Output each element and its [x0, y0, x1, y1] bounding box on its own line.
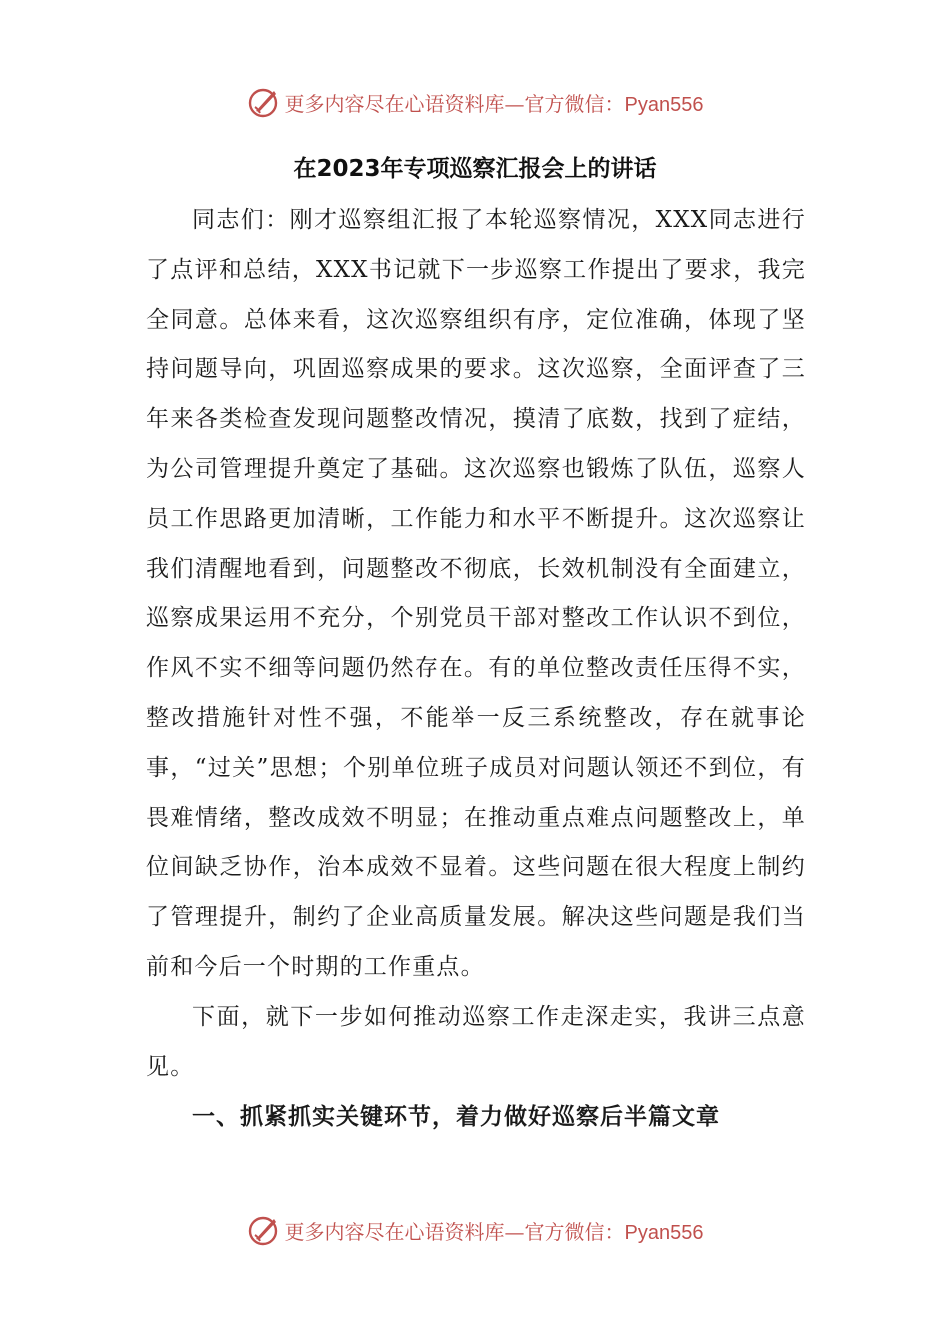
- quill-logo-icon: [247, 85, 281, 119]
- wechat-id: Pyan556: [624, 93, 704, 116]
- section-heading-1: 一、抓紧抓实关键环节，着力做好巡察后半篇文章: [192, 1104, 720, 1131]
- watermark-footer: [0, 1208, 950, 1252]
- body-paragraph-2: 下面，就下一步如何推动巡察工作走深走实，我讲三点意见。: [146, 1003, 806, 1080]
- document-title: 在2023年专项巡察汇报会上的讲话: [293, 156, 657, 182]
- body-paragraph-1: 同志们：刚才巡察组汇报了本轮巡察情况，XXX同志进行了点评和总结，XXX书记就下一步巡察工作提出了要求，我完全同意。总体来看，这次巡察组织有序，定位准确，体现了坚持问题导向，巩固巡察成果的要求。这次巡察，全面评查了三年来各类检查发现问题整改情况，摸清了底数，找到了症结，为公司管理提升奠定了基础。这次巡察也锻炼了队伍，巡察人员工作思路更加清晰，工作能力和水平不断提升。这次巡察让我们清醒地看到，问题整改不彻底，长效机制没有全面建立，巡察成果运用不充分，个别党员干部对整改工作认识不到位，作风不实不细等问题仍然存在。有的单位整改责任压得不实，整改措施针对性不强，不能举一反三系统整改，存在就事论事，“过关”思想；个别单位班子成员对问题认领还不到位，有畏难情绪，整改成效不明显；在推动重点难点问题整改上，单位间缺乏协作，治本成效不显着。这些问题在很大程度上制约了管理提升，制约了企业高质量发展。解决这些问题是我们当前和今后一个时期的工作重点。: [146, 207, 806, 980]
- watermark-text: 更多内容尽在心语资料库—官方微信：Pyan556: [284, 91, 704, 116]
- wechat-id: Pyan556: [624, 1221, 704, 1244]
- watermark-text: 更多内容尽在心语资料库—官方微信：Pyan556: [284, 1219, 704, 1244]
- watermark-header: [0, 80, 950, 124]
- quill-logo-icon: [247, 1213, 281, 1247]
- document-body: [146, 196, 806, 1143]
